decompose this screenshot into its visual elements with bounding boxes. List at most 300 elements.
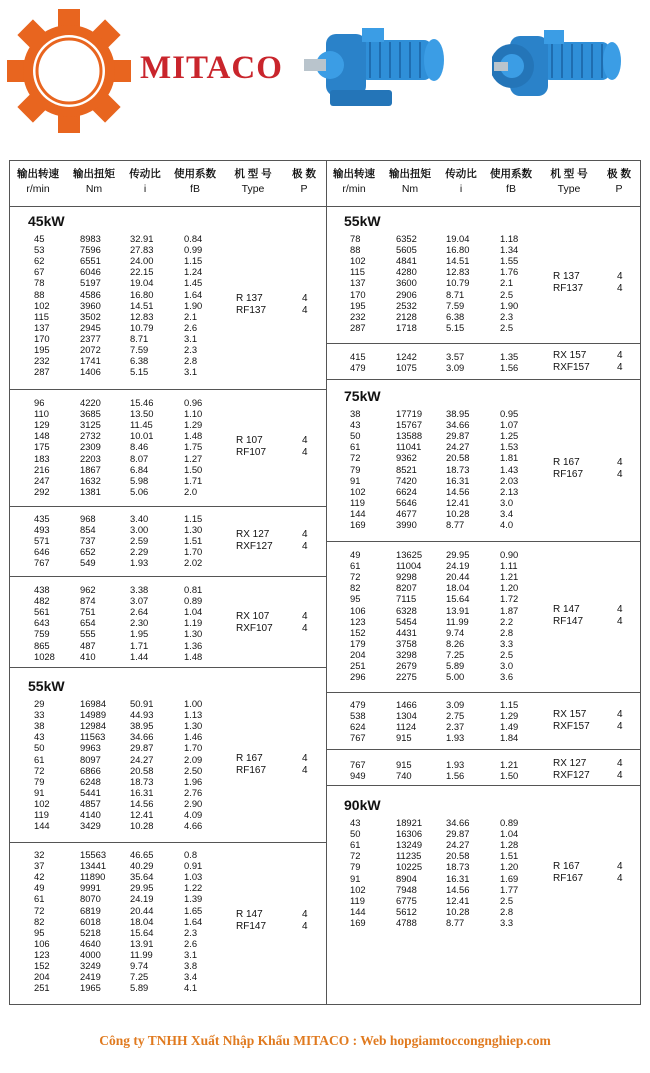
ratio-cell: 15.46 (130, 397, 154, 408)
factor-cell: 1.22 (184, 882, 203, 894)
factor-cell: 1.19 (184, 617, 203, 629)
speed-cell: 170 (350, 288, 366, 300)
torque-cell: 6775 (396, 894, 417, 906)
ratio-cell: 14.56 (130, 797, 154, 809)
torque-cell: 654 (80, 617, 96, 629)
torque-cell: 5646 (396, 496, 417, 508)
ratio-cell: 10.01 (130, 430, 154, 442)
ratio-cell: 44.93 (130, 709, 154, 721)
ratio-cell: 34.66 (446, 419, 470, 431)
torque-cell: 8070 (80, 893, 101, 905)
ratio-cell: 9.74 (446, 626, 465, 638)
table-row (350, 519, 540, 530)
speed-cell: 79 (34, 775, 45, 787)
speed-cell: 50 (350, 828, 361, 840)
ratio-cell: 16.80 (446, 244, 470, 256)
speed-cell: 43 (350, 817, 361, 828)
table-row (350, 560, 540, 571)
speed-cell: 216 (34, 463, 50, 475)
model-type-flange: RXF157 (553, 721, 590, 733)
factor-cell: 1.43 (500, 463, 519, 475)
pole-count: 4 (617, 615, 623, 627)
company-footer: Công ty TNHH Xuất Nhập Khẩu MITACO : Web hopgiamtoccongnghiep.com (99, 1033, 551, 1048)
left-power-label: 45kW (28, 213, 65, 229)
torque-cell: 751 (80, 606, 96, 618)
pole-count: 4 (302, 305, 308, 317)
ratio-cell: 6.38 (130, 355, 149, 367)
model-type-flange: RF137 (553, 282, 584, 294)
factor-cell: 2.1 (500, 277, 514, 289)
ratio-cell: 3.38 (130, 584, 149, 595)
factor-cell: 1.36 (184, 639, 203, 651)
factor-cell: 1.34 (500, 244, 519, 256)
table-row (34, 720, 224, 731)
table-row (350, 906, 540, 917)
model-type-flange: RF167 (236, 764, 267, 776)
ratio-cell: 29.95 (130, 882, 154, 894)
speed-cell: 106 (34, 937, 50, 949)
ratio-cell: 12.83 (446, 266, 470, 278)
table-row (34, 535, 224, 546)
pole-count: 4 (302, 528, 308, 540)
torque-cell: 4841 (396, 255, 417, 267)
factor-cell: 3.1 (184, 948, 198, 960)
factor-cell: 1.53 (500, 441, 519, 453)
group-divider (327, 541, 640, 542)
table-row (34, 949, 224, 960)
ratio-cell: 19.04 (130, 277, 154, 289)
table-row (350, 627, 540, 638)
torque-cell: 5454 (396, 615, 417, 627)
factor-cell: 1.30 (184, 720, 203, 732)
torque-cell: 3429 (80, 820, 101, 832)
factor-cell: 2.90 (184, 797, 203, 809)
speed-cell: 38 (34, 720, 45, 732)
speed-cell: 169 (350, 519, 366, 530)
ratio-cell: 3.57 (446, 351, 465, 362)
header-torque: 输出扭矩 Nm (73, 168, 115, 195)
factor-cell: 1.87 (500, 604, 519, 616)
speed-cell: 169 (350, 916, 366, 928)
speed-cell: 148 (34, 430, 50, 442)
factor-cell: 1.30 (184, 524, 203, 536)
torque-cell: 874 (80, 595, 96, 607)
ratio-cell: 10.79 (130, 321, 154, 333)
torque-cell: 1406 (80, 366, 101, 378)
speed-cell: 61 (350, 560, 361, 572)
torque-cell: 6248 (80, 775, 101, 787)
ratio-cell: 7.59 (446, 299, 465, 311)
factor-cell: 2.76 (184, 786, 203, 798)
torque-cell: 737 (80, 535, 96, 547)
ratio-cell: 2.59 (130, 535, 149, 547)
speed-cell: 37 (34, 860, 45, 872)
table-row (34, 971, 224, 982)
speed-cell: 538 (350, 710, 366, 722)
torque-cell: 11890 (80, 871, 106, 883)
speed-cell: 88 (350, 244, 361, 256)
table-row (34, 344, 224, 355)
ratio-cell: 46.65 (130, 849, 154, 860)
torque-cell: 9298 (396, 571, 417, 583)
ratio-cell: 18.73 (446, 861, 470, 873)
table-row (350, 486, 540, 497)
torque-cell: 5441 (80, 786, 101, 798)
torque-cell: 16306 (396, 828, 423, 840)
speed-cell: 493 (34, 524, 50, 536)
torque-cell: 3125 (80, 419, 101, 431)
torque-cell: 487 (80, 639, 96, 651)
table-row (350, 759, 540, 770)
header-torque-right: 输出扭矩 Nm (389, 168, 431, 195)
ratio-cell: 10.28 (446, 905, 470, 917)
speed-cell: 32 (34, 849, 45, 860)
factor-cell: 0.8 (184, 849, 198, 860)
speed-cell: 123 (350, 615, 366, 627)
ratio-cell: 38.95 (446, 408, 470, 419)
pole-count: 4 (617, 457, 623, 469)
torque-cell: 4000 (80, 948, 101, 960)
torque-cell: 4857 (80, 797, 101, 809)
factor-cell: 1.46 (184, 731, 203, 743)
table-row (34, 300, 224, 311)
factor-cell: 1.55 (500, 255, 519, 267)
speed-cell: 102 (34, 299, 50, 311)
ratio-cell: 1.93 (446, 732, 465, 744)
pole-count: 4 (617, 469, 623, 481)
table-row (34, 860, 224, 871)
ratio-cell: 6.38 (446, 310, 465, 322)
torque-cell: 7115 (396, 593, 417, 605)
table-row (350, 884, 540, 895)
pole-count: 4 (617, 721, 623, 733)
speed-cell: 438 (34, 584, 50, 595)
torque-cell: 10225 (396, 861, 423, 873)
table-row (34, 453, 224, 464)
torque-cell: 3249 (80, 960, 101, 971)
ratio-cell: 24.19 (130, 893, 154, 905)
speed-cell: 115 (350, 266, 365, 278)
table-row (34, 765, 224, 776)
torque-cell: 2732 (80, 430, 101, 442)
speed-cell: 144 (350, 507, 366, 519)
factor-cell: 1.35 (500, 351, 519, 362)
torque-cell: 4280 (396, 266, 417, 278)
speed-cell: 53 (34, 244, 45, 256)
torque-cell: 12984 (80, 720, 107, 732)
table-row (350, 508, 540, 519)
speed-cell: 102 (350, 883, 366, 895)
factor-cell: 4.1 (184, 982, 198, 994)
speed-cell: 29 (34, 698, 45, 709)
speed-cell: 865 (34, 639, 50, 651)
model-type-primary: RX 127 (553, 758, 587, 770)
ratio-cell: 50.91 (130, 698, 154, 709)
table-row (34, 651, 224, 662)
factor-cell: 2.5 (500, 894, 514, 906)
torque-cell: 16984 (80, 698, 107, 709)
ratio-cell: 8.07 (130, 452, 149, 464)
speed-cell: 95 (350, 593, 361, 605)
torque-cell: 1632 (80, 474, 101, 486)
speed-cell: 102 (350, 255, 366, 267)
speed-cell: 204 (34, 971, 50, 983)
speed-cell: 204 (350, 648, 366, 660)
torque-cell: 9963 (80, 742, 101, 754)
ratio-cell: 7.25 (446, 648, 465, 660)
ratio-cell: 19.04 (446, 233, 470, 244)
speed-cell: 38 (350, 408, 361, 419)
factor-cell: 1.21 (500, 759, 519, 770)
factor-cell: 1.70 (184, 742, 203, 754)
factor-cell: 1.15 (184, 513, 203, 524)
pole-count: 4 (302, 540, 308, 552)
factor-cell: 2.13 (500, 485, 519, 497)
torque-cell: 7596 (80, 244, 101, 256)
factor-cell: 2.6 (184, 937, 198, 949)
table-row (34, 233, 224, 244)
factor-cell: 2.03 (500, 474, 519, 486)
pole-count: 4 (302, 446, 308, 458)
model-type-flange: RXF157 (553, 362, 590, 374)
table-row (34, 355, 224, 366)
table-row (350, 699, 540, 710)
table-row (34, 938, 224, 949)
speed-cell: 43 (34, 731, 45, 743)
speed-cell: 50 (34, 742, 45, 754)
table-row (350, 593, 540, 604)
torque-cell: 2419 (80, 971, 101, 983)
table-row (34, 333, 224, 344)
model-type-primary: RX 107 (236, 610, 270, 622)
group-divider (327, 379, 640, 380)
torque-cell: 549 (80, 557, 96, 569)
table-row (34, 475, 224, 486)
speed-cell: 571 (34, 535, 50, 547)
factor-cell: 1.50 (184, 463, 203, 475)
group-divider (327, 749, 640, 750)
table-row (34, 524, 224, 535)
torque-cell: 3960 (80, 299, 101, 311)
factor-cell: 1.15 (184, 255, 203, 267)
speed-cell: 79 (350, 463, 361, 475)
ratio-cell: 10.79 (446, 277, 470, 289)
table-row (34, 513, 224, 524)
speed-cell: 91 (350, 872, 361, 884)
ratio-cell: 16.31 (446, 872, 470, 884)
model-type-primary: R 167 (553, 457, 580, 469)
factor-cell: 1.13 (184, 709, 203, 721)
speed-cell: 646 (34, 546, 50, 558)
table-row (350, 322, 540, 333)
left-power-label: 55kW (28, 678, 65, 694)
table-row (34, 408, 224, 419)
pole-count: 4 (617, 362, 623, 374)
model-type-flange: RXF127 (236, 540, 273, 552)
torque-cell: 962 (80, 584, 96, 595)
speed-cell: 67 (34, 266, 45, 278)
torque-cell: 17719 (396, 408, 423, 419)
table-row (34, 266, 224, 277)
speed-cell: 49 (34, 882, 45, 894)
speed-cell: 759 (34, 628, 50, 640)
model-type-primary: R 147 (553, 603, 580, 615)
factor-cell: 3.3 (500, 637, 514, 649)
ratio-cell: 11.99 (446, 615, 469, 627)
table-row (350, 605, 540, 616)
torque-cell: 2532 (396, 299, 417, 311)
pole-count: 4 (617, 872, 623, 884)
table-row (34, 871, 224, 882)
torque-cell: 11235 (396, 850, 422, 862)
speed-cell: 643 (34, 617, 50, 629)
speed-cell: 767 (350, 759, 366, 770)
torque-cell: 2679 (396, 660, 417, 671)
table-row (350, 571, 540, 582)
factor-cell: 0.95 (500, 408, 519, 419)
ratio-cell: 29.87 (446, 828, 470, 840)
factor-cell: 1.20 (500, 861, 519, 873)
factor-cell: 4.66 (184, 820, 203, 832)
torque-cell: 4586 (80, 288, 101, 300)
ratio-cell: 29.87 (130, 742, 154, 754)
torque-cell: 14989 (80, 709, 107, 721)
ratio-cell: 16.31 (446, 474, 470, 486)
ratio-cell: 22.15 (130, 266, 154, 278)
speed-cell: 296 (350, 671, 366, 683)
model-type-flange: RXF107 (236, 622, 273, 634)
factor-cell: 1.03 (184, 871, 203, 883)
table-row (350, 233, 540, 244)
factor-cell: 2.8 (184, 355, 198, 367)
torque-cell: 3502 (80, 310, 101, 322)
pole-count: 4 (617, 758, 623, 770)
speed-cell: 123 (34, 948, 50, 960)
speed-cell: 45 (34, 233, 45, 244)
speed-cell: 152 (34, 960, 50, 971)
ratio-cell: 15.64 (130, 926, 154, 938)
speed-cell: 49 (350, 549, 361, 560)
model-type-primary: R 107 (236, 434, 263, 446)
speed-cell: 144 (34, 820, 50, 832)
ratio-cell: 11.45 (130, 419, 153, 431)
group-divider (327, 692, 640, 693)
model-type-flange: RF107 (236, 446, 267, 458)
speed-cell: 91 (34, 786, 45, 798)
table-row (350, 549, 540, 560)
model-type-flange: RF147 (236, 921, 267, 933)
group-divider (327, 343, 640, 344)
table-row (34, 584, 224, 595)
torque-cell: 1741 (80, 355, 101, 367)
speed-cell: 43 (350, 419, 361, 431)
model-type-flange: RXF127 (553, 770, 590, 782)
factor-cell: 2.09 (184, 753, 203, 765)
table-row (34, 731, 224, 742)
header-ratio-right: 传动比 i (445, 168, 477, 195)
ratio-cell: 35.64 (130, 871, 154, 883)
torque-cell: 11041 (396, 441, 422, 453)
factor-cell: 0.90 (500, 549, 519, 560)
group-divider (10, 576, 326, 577)
ratio-cell: 1.44 (130, 650, 149, 662)
speed-cell: 624 (350, 721, 366, 733)
table-row (34, 820, 224, 831)
table-row (350, 289, 540, 300)
ratio-cell: 2.30 (130, 617, 149, 629)
pole-count: 4 (302, 434, 308, 446)
ratio-cell: 13.50 (130, 408, 154, 420)
torque-cell: 652 (80, 546, 96, 558)
factor-cell: 1.20 (500, 582, 519, 594)
torque-cell: 5612 (396, 905, 417, 917)
table-row (34, 606, 224, 617)
ratio-cell: 29.87 (446, 430, 470, 442)
ratio-cell: 3.07 (130, 595, 149, 607)
speed-cell: 232 (350, 310, 366, 322)
torque-cell: 1242 (396, 351, 417, 362)
factor-cell: 1.48 (184, 650, 203, 662)
factor-cell: 1.29 (184, 419, 203, 431)
table-row (34, 916, 224, 927)
factor-cell: 1.50 (500, 770, 519, 782)
ratio-cell: 27.83 (130, 244, 154, 256)
group-divider (10, 842, 326, 843)
factor-cell: 1.39 (184, 893, 203, 905)
factor-cell: 1.65 (184, 904, 203, 916)
right-power-label: 75kW (344, 388, 381, 404)
speed-cell: 106 (350, 604, 366, 616)
ratio-cell: 13.91 (130, 937, 154, 949)
ratio-cell: 5.89 (130, 982, 149, 994)
torque-cell: 968 (80, 513, 96, 524)
table-row (350, 770, 540, 781)
factor-cell: 3.1 (184, 332, 198, 344)
table-row (350, 732, 540, 743)
ratio-cell: 8.77 (446, 519, 465, 530)
factor-cell: 1.75 (184, 441, 203, 453)
torque-cell: 6551 (80, 255, 101, 267)
factor-cell: 1.48 (184, 430, 203, 442)
torque-cell: 5605 (396, 244, 417, 256)
torque-cell: 555 (80, 628, 96, 640)
speed-cell: 61 (350, 839, 361, 851)
right-power-label: 55kW (344, 213, 381, 229)
header-service-factor: 使用系数 fB (174, 168, 216, 195)
factor-cell: 0.84 (184, 233, 203, 244)
pole-count: 4 (302, 610, 308, 622)
speed-cell: 129 (34, 419, 50, 431)
speed-cell: 102 (34, 797, 50, 809)
table-row (34, 960, 224, 971)
speed-cell: 72 (34, 904, 45, 916)
table-row (34, 277, 224, 288)
table-row (34, 322, 224, 333)
ratio-cell: 34.66 (130, 731, 154, 743)
gear-motor-image (300, 18, 450, 118)
table-row (350, 430, 540, 441)
torque-cell: 2309 (80, 441, 101, 453)
torque-cell: 740 (396, 770, 412, 782)
torque-cell: 15563 (80, 849, 107, 860)
model-type-primary: RX 157 (553, 709, 587, 721)
table-row (34, 255, 224, 266)
group-divider (10, 667, 326, 668)
ratio-cell: 3.00 (130, 524, 149, 536)
table-row (34, 244, 224, 255)
ratio-cell: 8.71 (446, 288, 465, 300)
torque-cell: 4677 (396, 507, 417, 519)
